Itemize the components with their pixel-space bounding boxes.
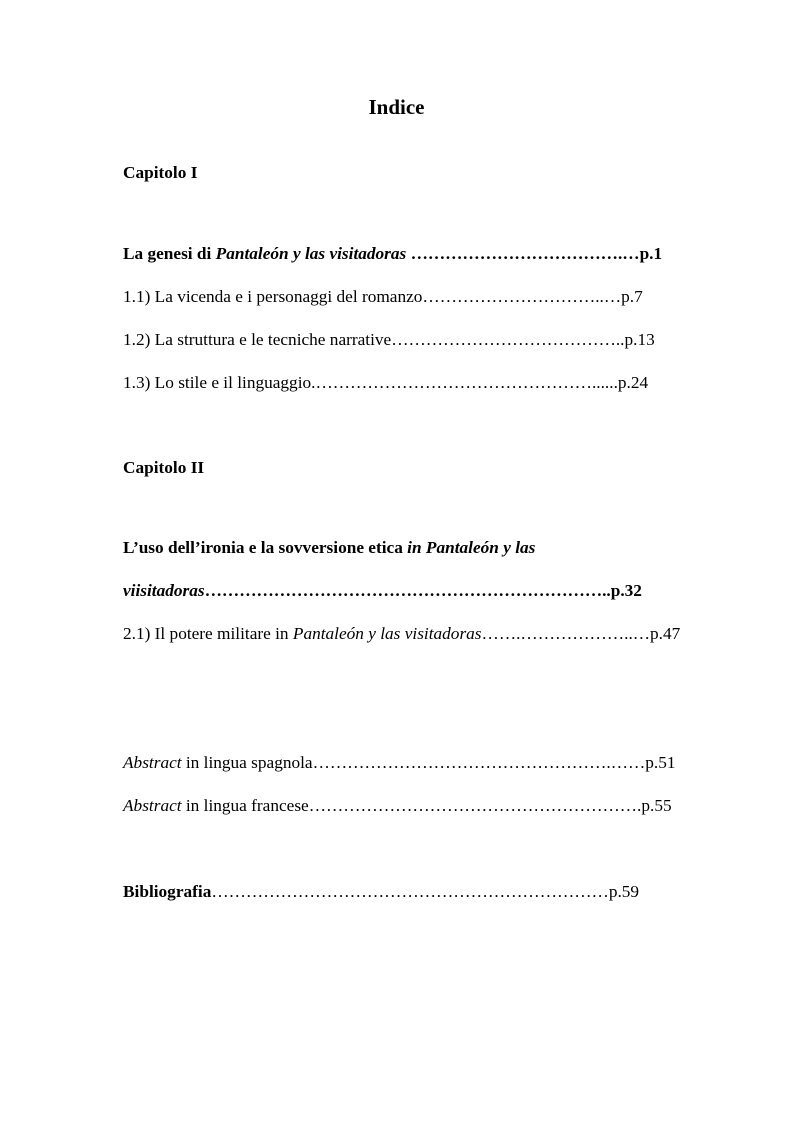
toc-entry-abstract-spanish [123, 751, 676, 775]
page-title: Indice [368, 95, 425, 119]
toc-entry-page-leader: in lingua spagnola…………………………………………….……p.51 [181, 753, 676, 772]
toc-entry-section-1-1: 1.1) La vicenda e i personaggi del romanzo…………………………..…p.7 [123, 287, 643, 306]
toc-entry-abstract-french [123, 794, 672, 818]
toc-entry-abstract-label: Abstract [123, 753, 182, 772]
toc-entry-page-leader: …….………………..…p.47 [481, 624, 681, 643]
toc-entry-title-italic: in Pantaleón y las [407, 538, 536, 557]
toc-entry-text: 2.1) Il potere militare in [123, 624, 293, 643]
toc-entry-bibliography [123, 880, 639, 904]
toc-entry-title-italic: Pantaleón y las visitadoras [215, 244, 407, 263]
toc-entry-title-italic: viisitadoras [123, 581, 205, 600]
toc-entry-abstract-label: Abstract [123, 796, 182, 815]
toc-entry-chapter-1 [123, 242, 662, 266]
toc-entry-chapter-2-line-1 [123, 536, 535, 560]
toc-entry-text: La genesi di [123, 244, 216, 263]
toc-entry-bibliography-label: Bibliografia [123, 882, 212, 901]
toc-entry-page-leader: ……………………………………………………………..p.32 [204, 581, 642, 600]
toc-entry-page-leader: ……………………………………………………………p.59 [211, 882, 640, 901]
toc-entry-title-italic: Pantaleón y las visitadoras [292, 624, 482, 643]
toc-entry-page-leader: in lingua francese………………………………………………….p.55 [181, 796, 672, 815]
toc-entry-chapter-2-line-2 [123, 579, 642, 603]
toc-entry-section-2-1 [123, 622, 680, 646]
chapter-1-heading: Capitolo I [123, 163, 198, 182]
toc-entry-text: L’uso dell’ironia e la sovversione etica [123, 538, 408, 557]
toc-entry-section-1-2: 1.2) La struttura e le tecniche narrative…………………………………..p.13 [123, 330, 655, 349]
toc-entry-section-1-3: 1.3) Lo stile e il linguaggio.…………………………………………......p.24 [123, 373, 649, 392]
toc-entry-page-leader: ……………………………….…p.1 [406, 244, 663, 263]
chapter-2-heading: Capitolo II [123, 458, 205, 477]
